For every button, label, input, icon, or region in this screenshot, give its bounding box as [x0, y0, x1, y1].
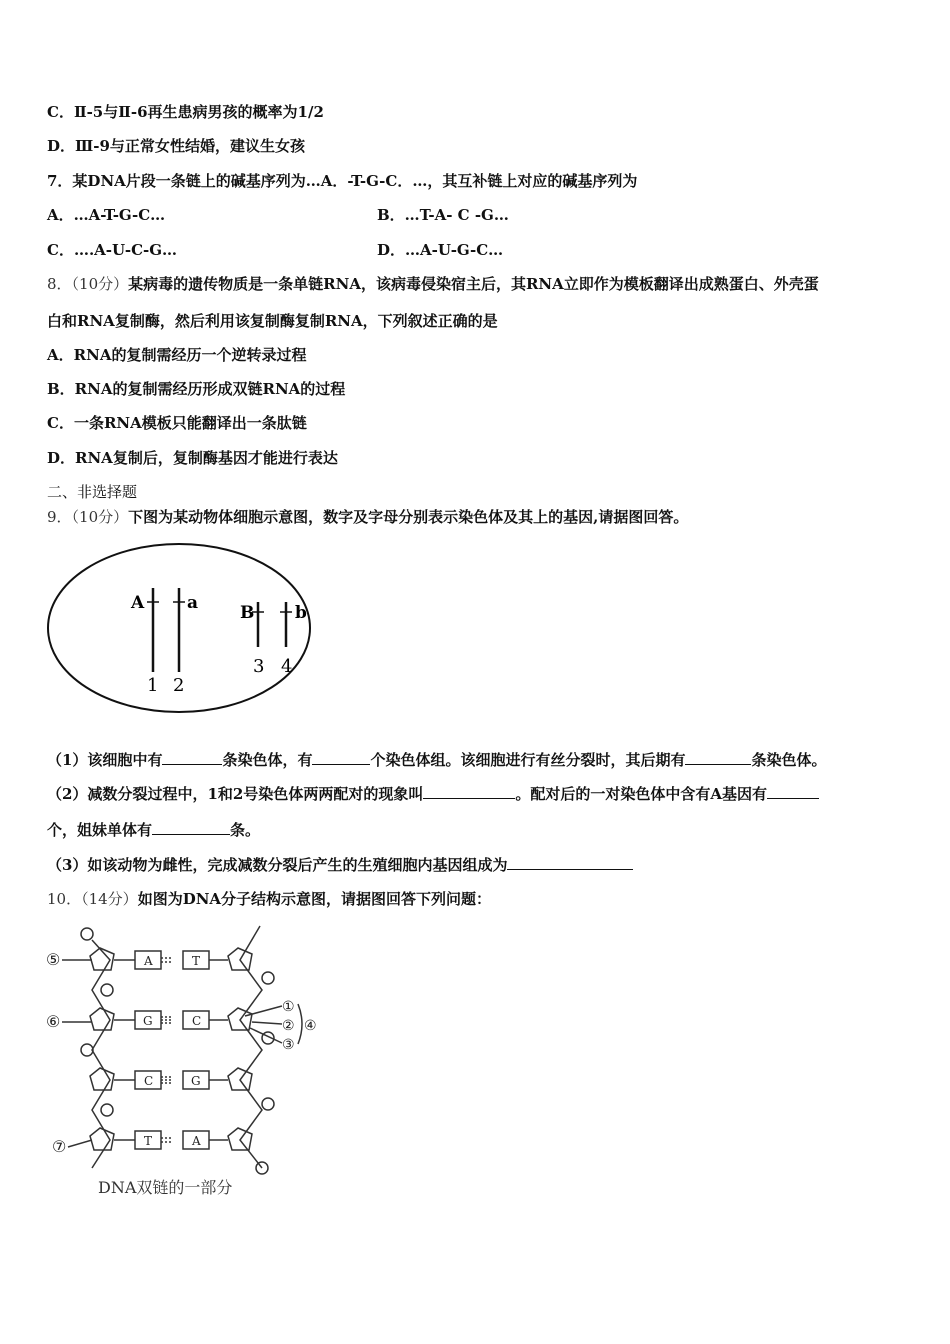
- section-heading: 二、非选择题: [47, 483, 138, 501]
- q8-option-a: A．RNA的复制需经历一个逆转录过程: [47, 346, 307, 364]
- phosphate: [81, 928, 93, 940]
- answer-blank[interactable]: [162, 750, 222, 765]
- chromosome-number-2: 2: [173, 675, 185, 696]
- q8-option-c: C．一条RNA模板只能翻译出一条肽链: [47, 414, 307, 432]
- q8-option-b: B．RNA的复制需经历形成双链RNA的过程: [47, 380, 346, 398]
- q7-option-d: D．…A-U-G-C…: [377, 241, 504, 259]
- q8-number: 8．: [47, 275, 72, 293]
- base-letter: A: [144, 954, 153, 968]
- label-5: ⑤: [46, 950, 61, 969]
- q8-stem-line1: [47, 274, 819, 294]
- label-6: ⑥: [46, 1012, 61, 1031]
- q10-stem-text: 如图为DNA分子结构示意图，请据图回答下列问题：: [137, 890, 492, 908]
- q9-stem-text: 下图为某动物体细胞示意图，数字及字母分别表示染色体及其上的基因,请据图回答。: [128, 508, 689, 526]
- q9-sub1-part4: 条染色体。: [751, 751, 827, 769]
- phosphate: [262, 1098, 274, 1110]
- answer-blank[interactable]: [685, 750, 751, 765]
- answer-blank[interactable]: [767, 784, 819, 799]
- answer-blank[interactable]: [312, 750, 370, 765]
- base-letter: C: [192, 1014, 202, 1028]
- q7-option-a: A．…A-T-G-C…: [47, 206, 166, 224]
- left-backbone: [92, 940, 110, 1168]
- q9-sub2: [47, 784, 819, 804]
- base-letter: C: [144, 1074, 154, 1088]
- q9-sub1-part1: （1）该细胞中有: [47, 751, 163, 769]
- q9-sub2-part1: （2）减数分裂过程中，1和2号染色体两两配对的现象叫: [47, 785, 424, 803]
- label-1: ①: [282, 999, 295, 1015]
- q9-sub2-part4: 条。: [230, 821, 261, 839]
- q8-stem-text1: 某病毒的遗传物质是一条单链RNA，该病毒侵染宿主后，其RNA立即作为模板翻译出成熟蛋白、外壳蛋: [128, 275, 819, 293]
- label-7: ⑦: [52, 1137, 67, 1156]
- phosphate: [101, 984, 113, 996]
- chromosome-number-1: 1: [147, 675, 159, 696]
- q9-sub2-part2: 。配对后的一对染色体中含有A基因有: [515, 785, 767, 803]
- q9-sub1-part2: 条染色体，有: [222, 751, 313, 769]
- base-letter: G: [191, 1074, 201, 1088]
- deoxyribose: [90, 1068, 114, 1090]
- label-4: ④: [304, 1018, 317, 1034]
- cell-diagram: [45, 536, 315, 716]
- dna-figure-caption: DNA双链的一部分: [98, 1178, 233, 1197]
- q9-sub2-part3: 个，姐妹单体有: [47, 821, 153, 839]
- q8-points: （10分）: [71, 275, 129, 293]
- base-letter: G: [143, 1014, 153, 1028]
- label-3: ③: [282, 1037, 295, 1053]
- base-letter: T: [192, 954, 201, 968]
- gene-label-B: B: [240, 603, 255, 623]
- q9-sub3-part1: （3）如该动物为雌性，完成减数分裂后产生的生殖细胞内基因组成为: [47, 856, 508, 874]
- q9-sub2-cont: [47, 820, 260, 840]
- deoxyribose: [90, 1128, 114, 1150]
- q7-stem: 7．某DNA片段一条链上的碱基序列为…A．-T-G-C．…，其互补链上对应的碱基序列为: [47, 172, 638, 190]
- answer-blank[interactable]: [152, 820, 230, 835]
- phosphate: [262, 972, 274, 984]
- q9-points: （10分）: [71, 508, 129, 526]
- q10-stem: [47, 889, 491, 909]
- q8-stem-line2: 白和RNA复制酶，然后利用该复制酶复制RNA，下列叙述正确的是: [47, 312, 498, 330]
- q9-sub1-part3: 个染色体组。该细胞进行有丝分裂时，其后期有: [370, 751, 686, 769]
- q10-number: 10．: [47, 890, 82, 908]
- q9-stem: [47, 507, 688, 527]
- q6-option-d: D．Ⅲ-9与正常女性结婚，建议生女孩: [47, 137, 305, 155]
- phosphate: [101, 1104, 113, 1116]
- dna-structure-diagram: [40, 918, 330, 1208]
- q9-sub3: [47, 855, 633, 875]
- q10-points: （14分）: [81, 890, 138, 908]
- gene-label-b: b: [295, 603, 307, 623]
- q8-option-d: D．RNA复制后，复制酶基因才能进行表达: [47, 449, 338, 467]
- q9-sub1: [47, 750, 827, 770]
- chromosome-number-4: 4: [281, 656, 293, 677]
- answer-blank[interactable]: [507, 855, 633, 870]
- q9-number: 9．: [47, 508, 72, 526]
- q7-option-c: C．….A-U-C-G…: [47, 241, 178, 259]
- gene-label-A: A: [131, 593, 145, 613]
- base-letter: A: [192, 1134, 201, 1148]
- answer-blank[interactable]: [423, 784, 515, 799]
- label-2: ②: [282, 1018, 295, 1034]
- q7-option-b: B．…T-A- C -G…: [377, 206, 509, 224]
- chromosome-number-3: 3: [253, 656, 265, 677]
- deoxyribose: [90, 1008, 114, 1030]
- q6-option-c: C．Ⅱ-5与Ⅱ-6再生患病男孩的概率为1/2: [47, 103, 324, 121]
- gene-label-a: a: [187, 593, 199, 613]
- base-letter: T: [144, 1134, 153, 1148]
